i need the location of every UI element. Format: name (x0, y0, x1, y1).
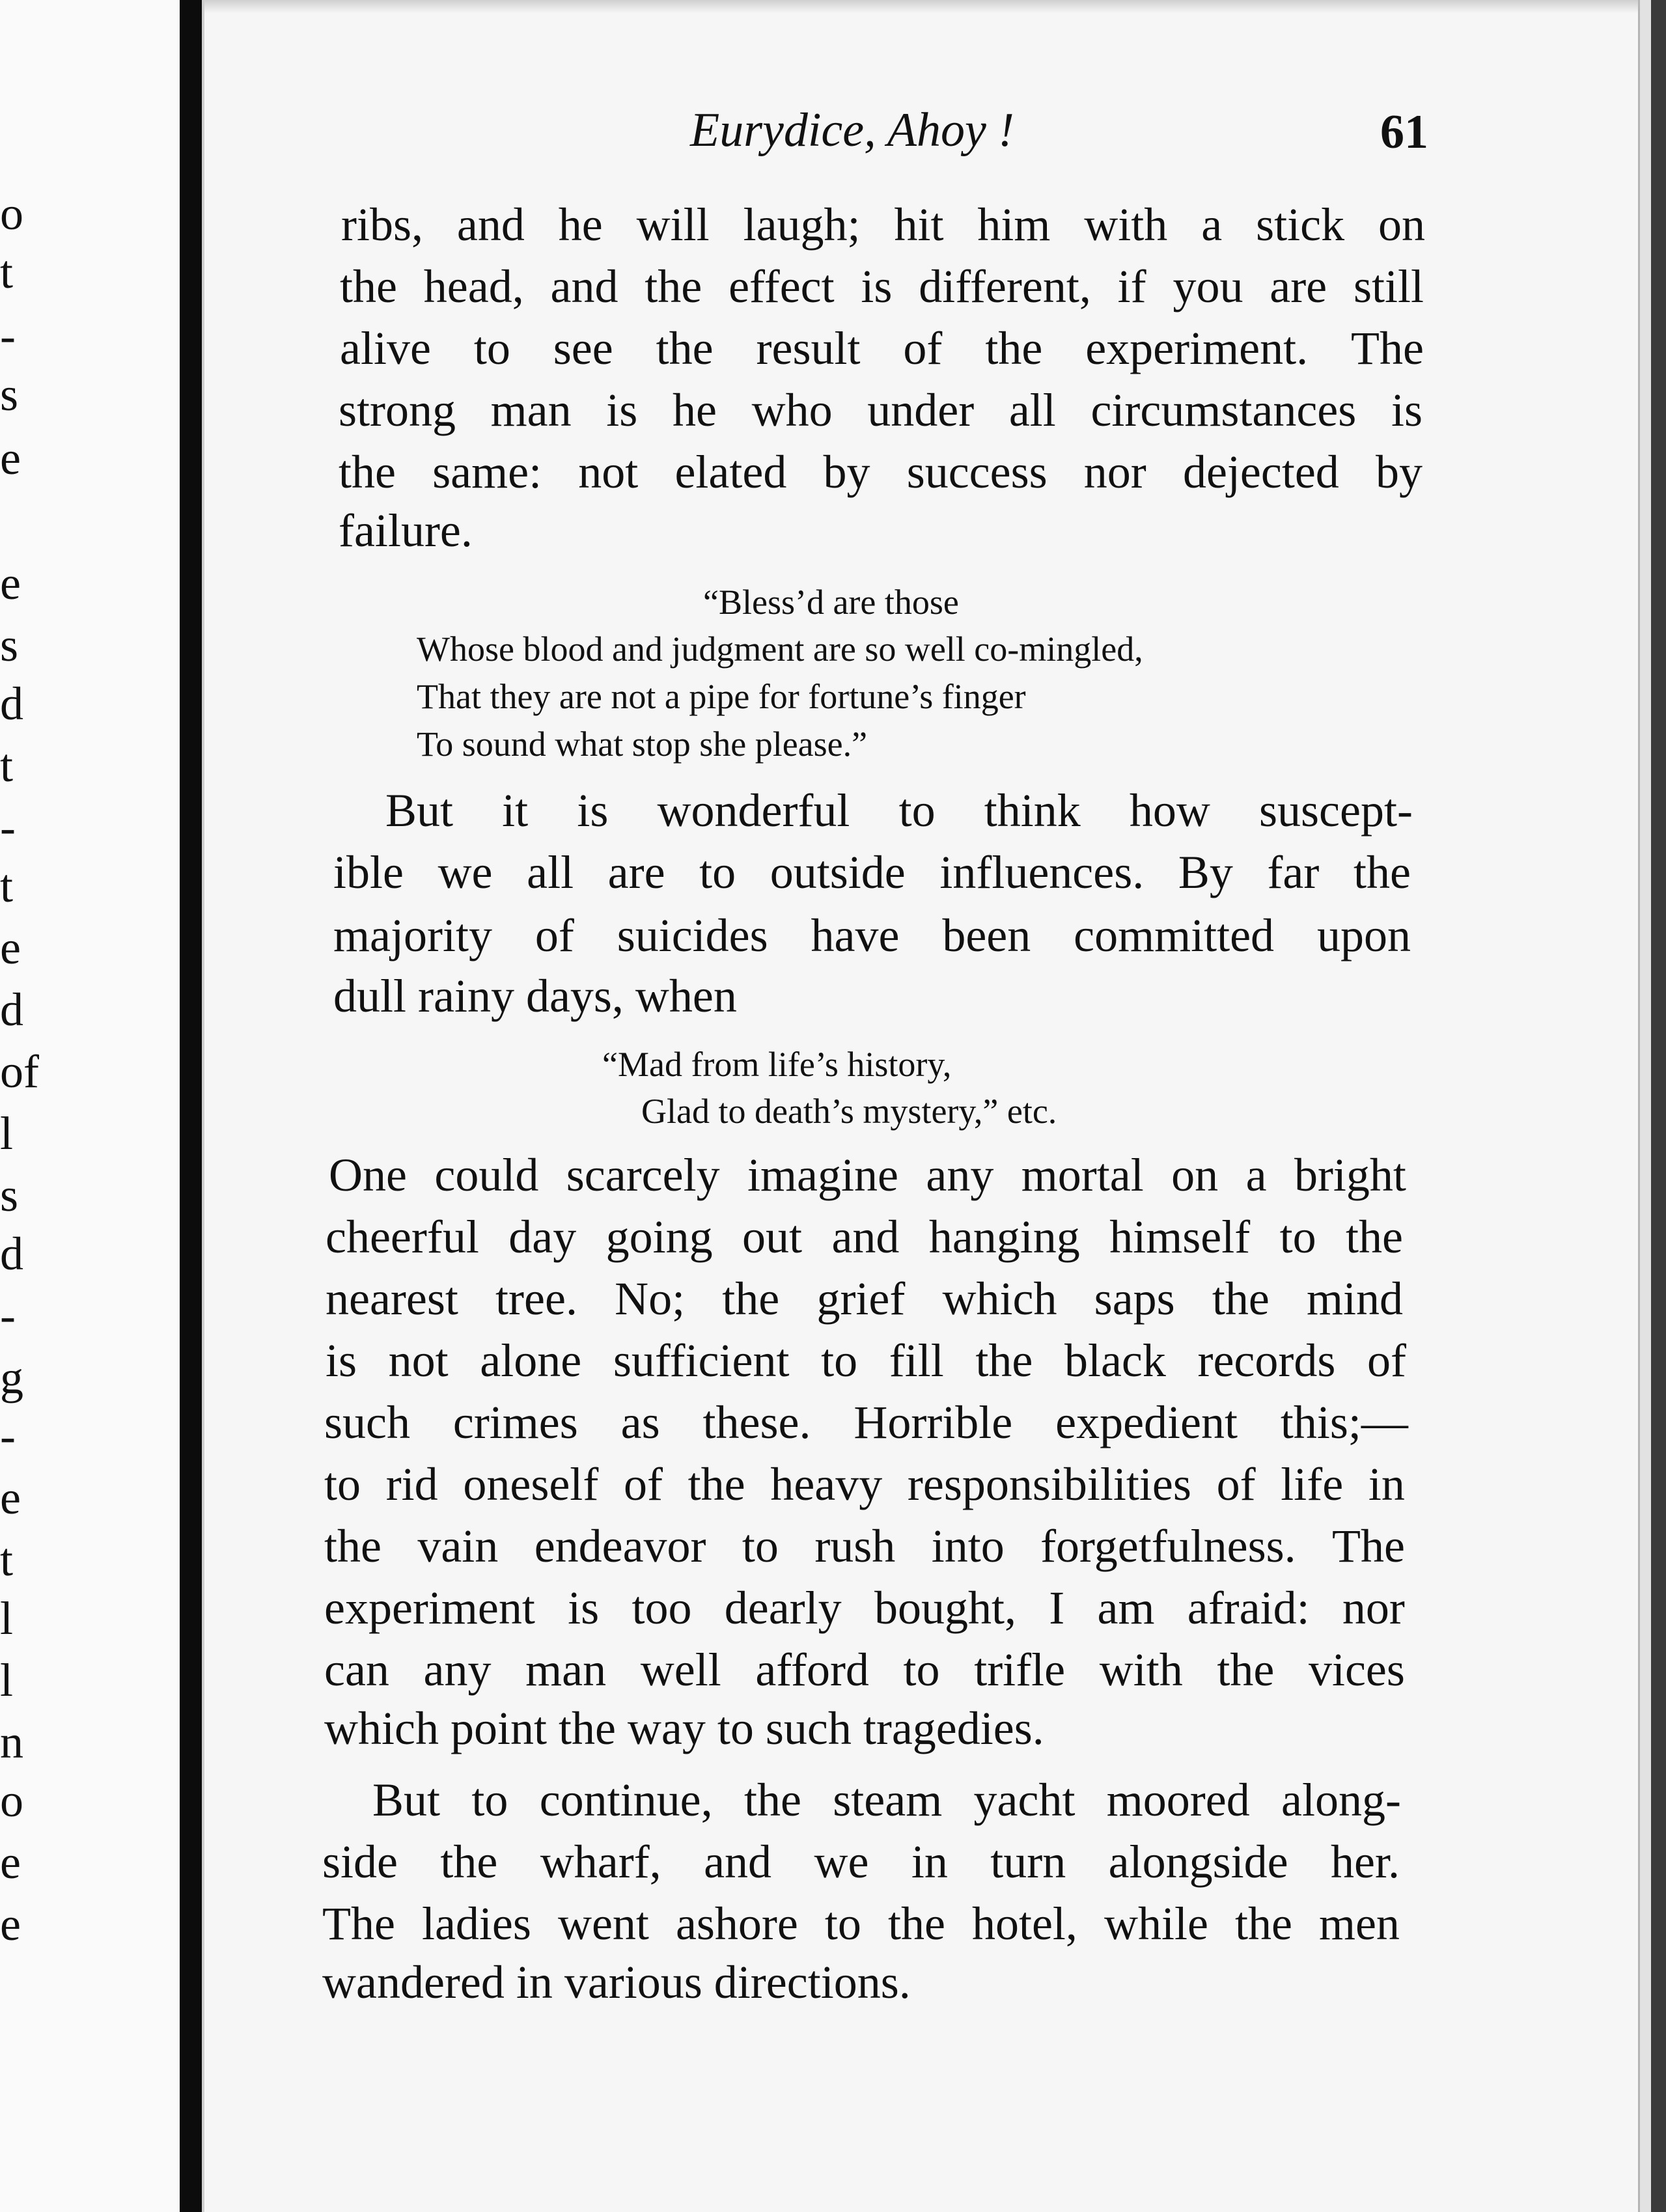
fragment-letter: d (0, 984, 23, 1036)
fragment-letter: t (0, 740, 14, 792)
verse-line: “Bless’d are those (703, 583, 959, 622)
fragment-letter: t (0, 246, 14, 298)
fragment-letter: e (0, 432, 21, 484)
fragment-letter: s (0, 1169, 19, 1221)
fragment-letter: l (0, 1654, 14, 1706)
fragment-letter: e (0, 1898, 21, 1950)
fragment-letter: - (0, 310, 16, 362)
verse-line: That they are not a pipe for fortune’s finger (417, 677, 1026, 716)
fragment-letter: d (0, 1228, 23, 1280)
text-line: experiment is too dearly bought, I am afraid: nor (324, 1582, 1405, 1634)
fragment-letter: of (0, 1045, 39, 1098)
fragment-letter: - (0, 1290, 16, 1342)
text-line: But it is wonderful to think how suscept- (385, 784, 1413, 836)
verse-line: Whose blood and judgment are so well co-mingled, (417, 629, 1143, 669)
verse-line: “Mad from life’s history, (602, 1045, 952, 1084)
text-line: alive to see the result of the experiment. The (340, 322, 1424, 374)
page-top-shadow (202, 0, 1638, 13)
text-line: nearest tree. No; the grief which saps the mind (326, 1273, 1403, 1325)
verse-line: Glad to death’s mystery,” etc. (641, 1092, 1057, 1131)
fragment-letter: g (0, 1351, 23, 1403)
fragment-letter: n (0, 1716, 23, 1768)
text-line: to rid oneself of the heavy responsibilities of life in (324, 1458, 1405, 1510)
fragment-letter: e (0, 922, 21, 974)
text-line: failure. (339, 505, 473, 557)
text-line: ible we all are to outside influences. By far the (333, 846, 1411, 898)
fragment-letter: o (0, 187, 23, 240)
text-line: majority of suicides have been committed upon (333, 909, 1411, 961)
text-line: cheerful day going out and hanging himself to the (326, 1211, 1403, 1263)
text-line: The ladies went ashore to the hotel, while the men (322, 1898, 1400, 1950)
text-line: such crimes as these. Horrible expedient this;— (324, 1396, 1408, 1448)
fragment-letter: d (0, 678, 23, 730)
text-line: But to continue, the steam yacht moored along- (372, 1774, 1401, 1826)
fragment-letter: t (0, 1534, 14, 1586)
fragment-letter: - (0, 1410, 16, 1462)
text-line: the vain endeavor to rush into forgetfulness. The (324, 1520, 1405, 1572)
fragment-letter: e (0, 557, 21, 609)
fragment-letter: s (0, 619, 19, 671)
fragment-letter: o (0, 1775, 23, 1827)
text-line: is not alone sufficient to fill the black records of (326, 1334, 1406, 1387)
fragment-letter: e (0, 1836, 21, 1888)
verse-line: To sound what stop she please.” (417, 725, 868, 764)
facing-page-edge (0, 0, 180, 2212)
text-line: strong man is he who under all circumstances is (339, 384, 1423, 436)
fragment-letter: s (0, 368, 19, 421)
book-gutter (180, 0, 202, 2212)
facing-page-fragments (0, 0, 52, 2212)
text-line: One could scarcely imagine any mortal on a bright (329, 1149, 1406, 1201)
text-line: can any man well afford to trifle with the vices (324, 1644, 1405, 1696)
page-number: 61 (1380, 105, 1428, 159)
fragment-letter: l (0, 1107, 14, 1159)
fragment-letter: - (0, 801, 16, 853)
text-line: side the wharf, and we in turn alongside her. (322, 1836, 1400, 1888)
fragment-letter: l (0, 1592, 14, 1644)
fragment-letter: e (0, 1472, 21, 1524)
text-line: which point the way to such tragedies. (324, 1702, 1044, 1754)
text-line: dull rainy days, when (333, 970, 737, 1022)
fragment-letter: t (0, 860, 14, 912)
scan-border (1651, 0, 1666, 2212)
running-head-title: Eurydice, Ahoy ! (690, 104, 1014, 157)
text-line: the same: not elated by success nor dejected by (339, 446, 1423, 498)
text-line: wandered in various directions. (322, 1956, 911, 2008)
text-line: ribs, and he will laugh; hit him with a stick on (341, 199, 1425, 251)
text-line: the head, and the effect is different, if you are still (340, 260, 1424, 312)
